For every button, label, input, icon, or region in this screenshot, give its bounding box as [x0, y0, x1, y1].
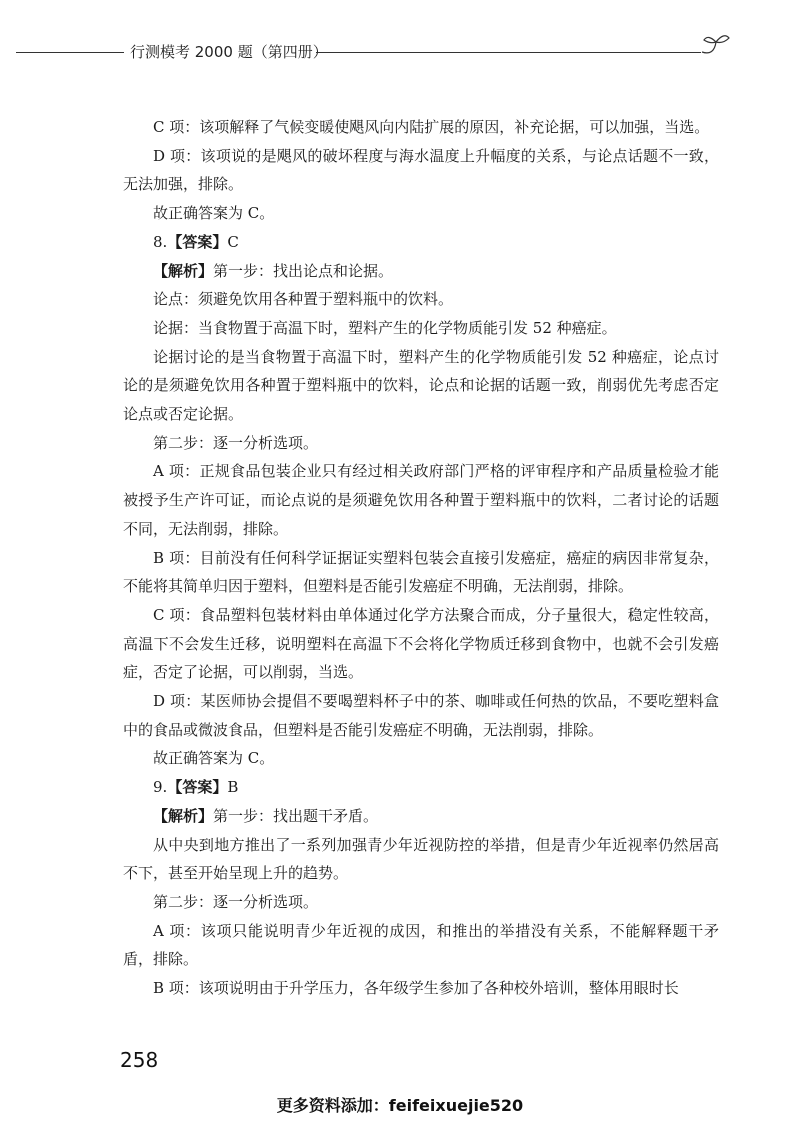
paragraph: 第二步：逐一分析选项。 — [153, 892, 319, 911]
paragraph: 故正确答案为 C。 — [153, 204, 275, 223]
answer-line — [123, 773, 719, 802]
paragraph: C 项：食品塑料包装材料由单体通过化学方法聚合而成，分子量很大，稳定性较高，高温下不会发生迁移，说明塑料在高温下不会将化学物质迁移到食物中，也就不会引发癌症，否定了论据，可以削弱，当选。 — [123, 605, 719, 682]
body-text — [123, 113, 719, 1003]
answer-value: B — [227, 778, 239, 797]
paragraph: 第二步：逐一分析选项。 — [153, 433, 319, 452]
answer-label: 【答案】 — [167, 778, 228, 797]
header-rule-left — [16, 52, 124, 53]
paragraph: A 项：正规食品包装企业只有经过相关政府部门严格的评审程序和产品质量检验才能被授予生产许可证，而论点说的是须避免饮用各种置于塑料瓶中的饮料，二者讨论的话题不同，无法削弱，排除。 — [123, 462, 719, 538]
header-title: 行测模考 2000 题（第四册） — [130, 43, 328, 61]
paragraph: 论点：须避免饮用各种置于塑料瓶中的饮料。 — [153, 290, 454, 309]
paragraph: 故正确答案为 C。 — [153, 749, 275, 768]
analysis-line: 【解析】第一步：找出题干矛盾。 — [153, 806, 379, 825]
paragraph: 论据讨论的是当食物置于高温下时，塑料产生的化学物质能引发 52 种癌症，论点讨论的是须避免饮用各种置于塑料瓶中的饮料，论点和论据的话题一致，削弱优先考虑否定论点或否定论据。 — [123, 347, 719, 424]
sprout-icon — [696, 30, 732, 64]
paragraph: B 项：目前没有任何科学证据证实塑料包装会直接引发癌症，癌症的病因非常复杂，不能将其简单归因于塑料，但塑料是否能引发癌症不明确，无法削弱，排除。 — [123, 548, 719, 596]
answer-line — [123, 228, 719, 257]
running-header — [16, 40, 716, 64]
paragraph: 从中央到地方推出了一系列加强青少年近视防控的举措，但是青少年近视率仍然居高不下，甚至开始呈现上升的趋势。 — [123, 835, 719, 883]
paragraph: 论据：当食物置于高温下时，塑料产生的化学物质能引发 52 种癌症。 — [153, 318, 617, 337]
paragraph: C 项：该项解释了气候变暖使飓风向内陆扩展的原因，补充论据，可以加强，当选。 — [153, 118, 710, 136]
analysis-line: 【解析】第一步：找出论点和论据。 — [153, 261, 394, 280]
question-number: 9. — [153, 778, 168, 797]
analysis-label: 【解析】 — [153, 261, 214, 280]
question-number: 8. — [153, 232, 168, 251]
analysis-label: 【解析】 — [153, 806, 214, 825]
answer-value: C — [227, 232, 239, 251]
paragraph: D 项：某医师协会提倡不要喝塑料杯子中的茶、咖啡或任何热的饮品，不要吃塑料盒中的食品或微波食品，但塑料是否能引发癌症不明确，无法削弱，排除。 — [123, 692, 719, 739]
footer-note: 更多资料添加：feifeixuejie520 — [276, 1096, 524, 1115]
page-number: 258 — [120, 1048, 159, 1072]
paragraph: D 项：该项说的是飓风的破坏程度与海水温度上升幅度的关系，与论点话题不一致，无法加强，排除。 — [123, 146, 719, 194]
paragraph: A 项：该项只能说明青少年近视的成因，和推出的举措没有关系，不能解释题干矛盾，排除。 — [123, 921, 719, 969]
header-rule-right — [316, 52, 701, 53]
paragraph: B 项：该项说明由于升学压力，各年级学生参加了各种校外培训，整体用眼时长 — [153, 979, 679, 998]
answer-label: 【答案】 — [167, 232, 228, 251]
